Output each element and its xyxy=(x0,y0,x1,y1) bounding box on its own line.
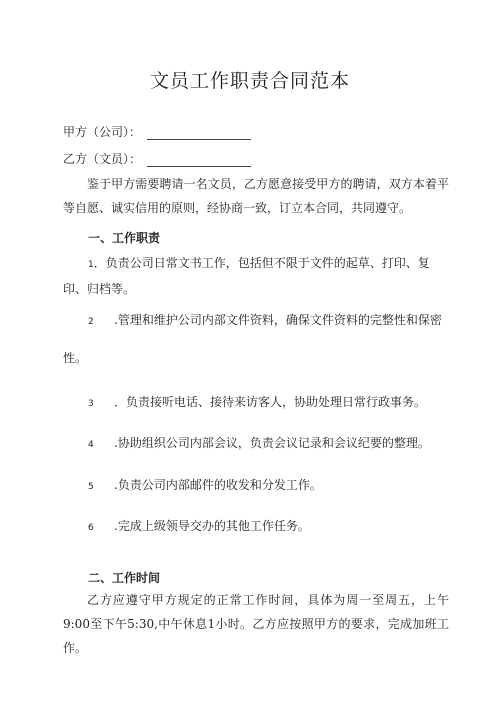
item-number: 2 xyxy=(88,317,94,327)
duty-item xyxy=(63,251,449,301)
item-text: .协助组织公司内部会议，负责会议记录和会议纪要的整理。 xyxy=(114,436,430,450)
item-text: ．负责接听电话、接待来访客人，协助处理日常行政事务。 xyxy=(114,395,427,409)
party-a-label: 甲方（公司）： xyxy=(63,125,142,139)
duty-item xyxy=(63,514,449,540)
document-title: 文员工作职责合同范本 xyxy=(149,70,350,92)
item-text: .负责公司内部邮件的收发和分发工作。 xyxy=(114,478,322,492)
section-heading-duties: 一、工作职责 xyxy=(88,231,161,245)
duty-item xyxy=(63,390,449,416)
intro-paragraph: 鉴于甲方需要聘请一名文员，乙方愿意接受甲方的聘请，双方本着平等自愿、诚实信用的原则，经协商一致，订立本合同，共同遵守。 xyxy=(63,177,449,215)
item-number: 6 xyxy=(88,523,94,533)
item-number: 4 xyxy=(88,440,94,450)
duty-item xyxy=(63,473,449,499)
duty-item xyxy=(63,431,449,457)
item-text: .管理和维护公司内部文件资料，确保文件资料的完整性和保密 xyxy=(114,313,442,327)
party-b-line xyxy=(63,151,251,167)
item-number: 3 xyxy=(88,399,94,409)
party-b-blank[interactable] xyxy=(147,154,251,167)
party-b-label: 乙方（文员）： xyxy=(63,152,142,166)
party-a-line xyxy=(63,124,251,140)
item-text: .完成上级领导交办的其他工作任务。 xyxy=(114,519,310,533)
duty-item xyxy=(63,308,449,334)
party-a-blank[interactable] xyxy=(147,127,251,140)
item-text: ．负责公司日常文书工作，包括但不限于文件的起草、打印、复印、归档等。 xyxy=(63,256,430,296)
hours-paragraph: 乙方应遵守甲方规定的正常工作时间，具体为周一至周五，上午9:00至下午5:30,中午休息1小时。乙方应按照甲方的要求，完成加班工作。 xyxy=(63,593,449,655)
duty-item-continuation: 性。 xyxy=(63,351,88,365)
section-heading-hours: 二、工作时间 xyxy=(88,571,161,585)
item-number: 5 xyxy=(88,482,94,492)
item-number: 1 xyxy=(88,260,94,270)
